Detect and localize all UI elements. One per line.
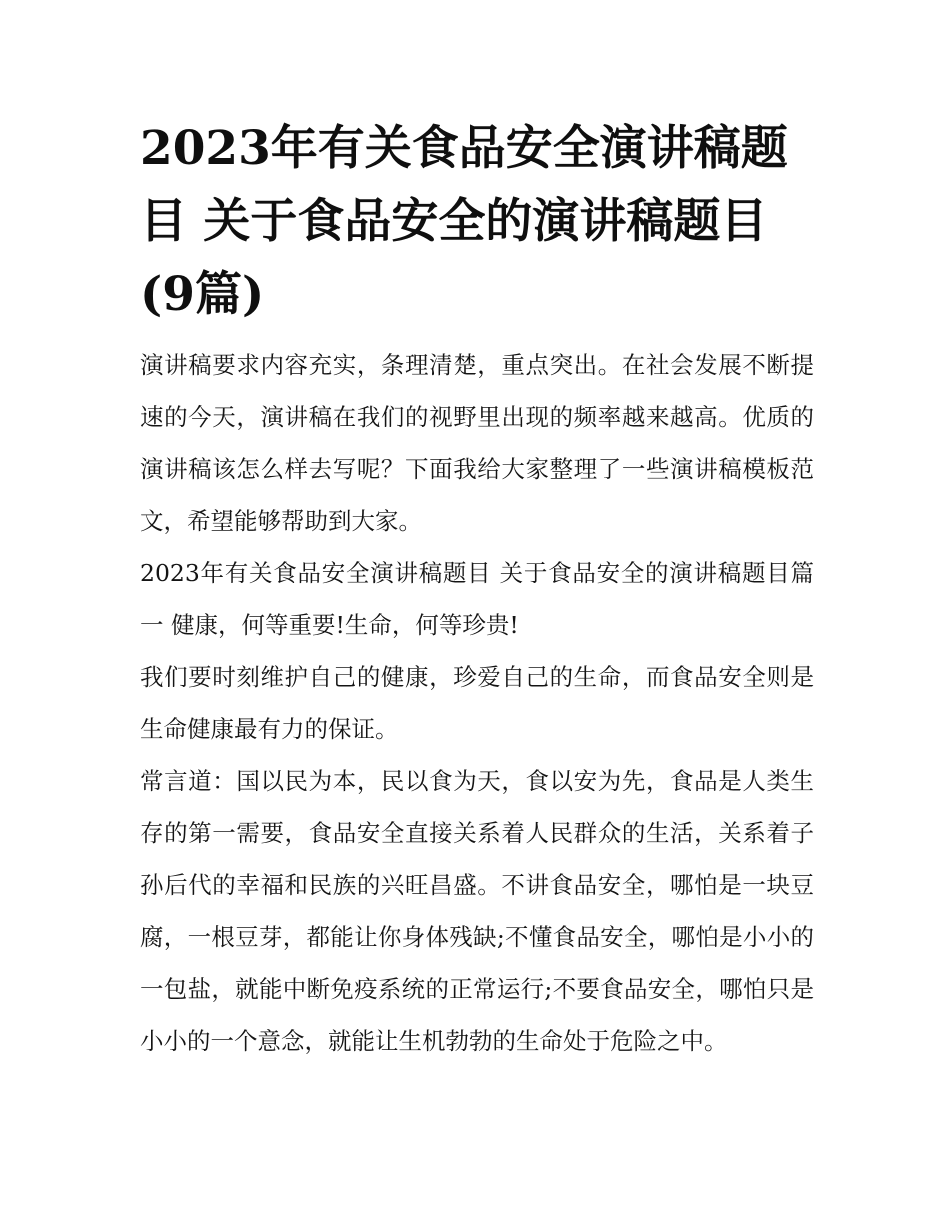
intro-paragraph: 演讲稿要求内容充实，条理清楚，重点突出。在社会发展不断提速的今天，演讲稿在我们的视野里出现的频率越来越高。优质的演讲稿该怎么样去写呢？下面我给大家整理了一些演讲稿模板范文，希望能够帮助到大家。	[140, 351, 814, 535]
section-heading-paragraph: 2023年有关食品安全演讲稿题目 关于食品安全的演讲稿题目篇一 健康，何等重要!生命，何等珍贵!	[140, 559, 814, 639]
body-paragraph: 我们要时刻维护自己的健康，珍爱自己的生命，而食品安全则是生命健康最有力的保证。	[140, 663, 814, 743]
document-title: 2023年有关食品安全演讲稿题目 关于食品安全的演讲稿题目(9篇)	[140, 121, 788, 322]
body-paragraph: 常言道：国以民为本，民以食为天，食以安为先，食品是人类生存的第一需要，食品安全直接关系着人民群众的生活，关系着子孙后代的幸福和民族的兴旺昌盛。不讲食品安全，哪怕是一块豆腐，一根豆芽，都能让你身体残缺;不懂食品安全，哪怕是小小的一包盐，就能中断免疫系统的正常运行;不要食品安全，哪怕只是小小的一个意念，就能让生机勃勃的生命处于危险之中。	[140, 767, 814, 1055]
document-page	[140, 112, 814, 1067]
